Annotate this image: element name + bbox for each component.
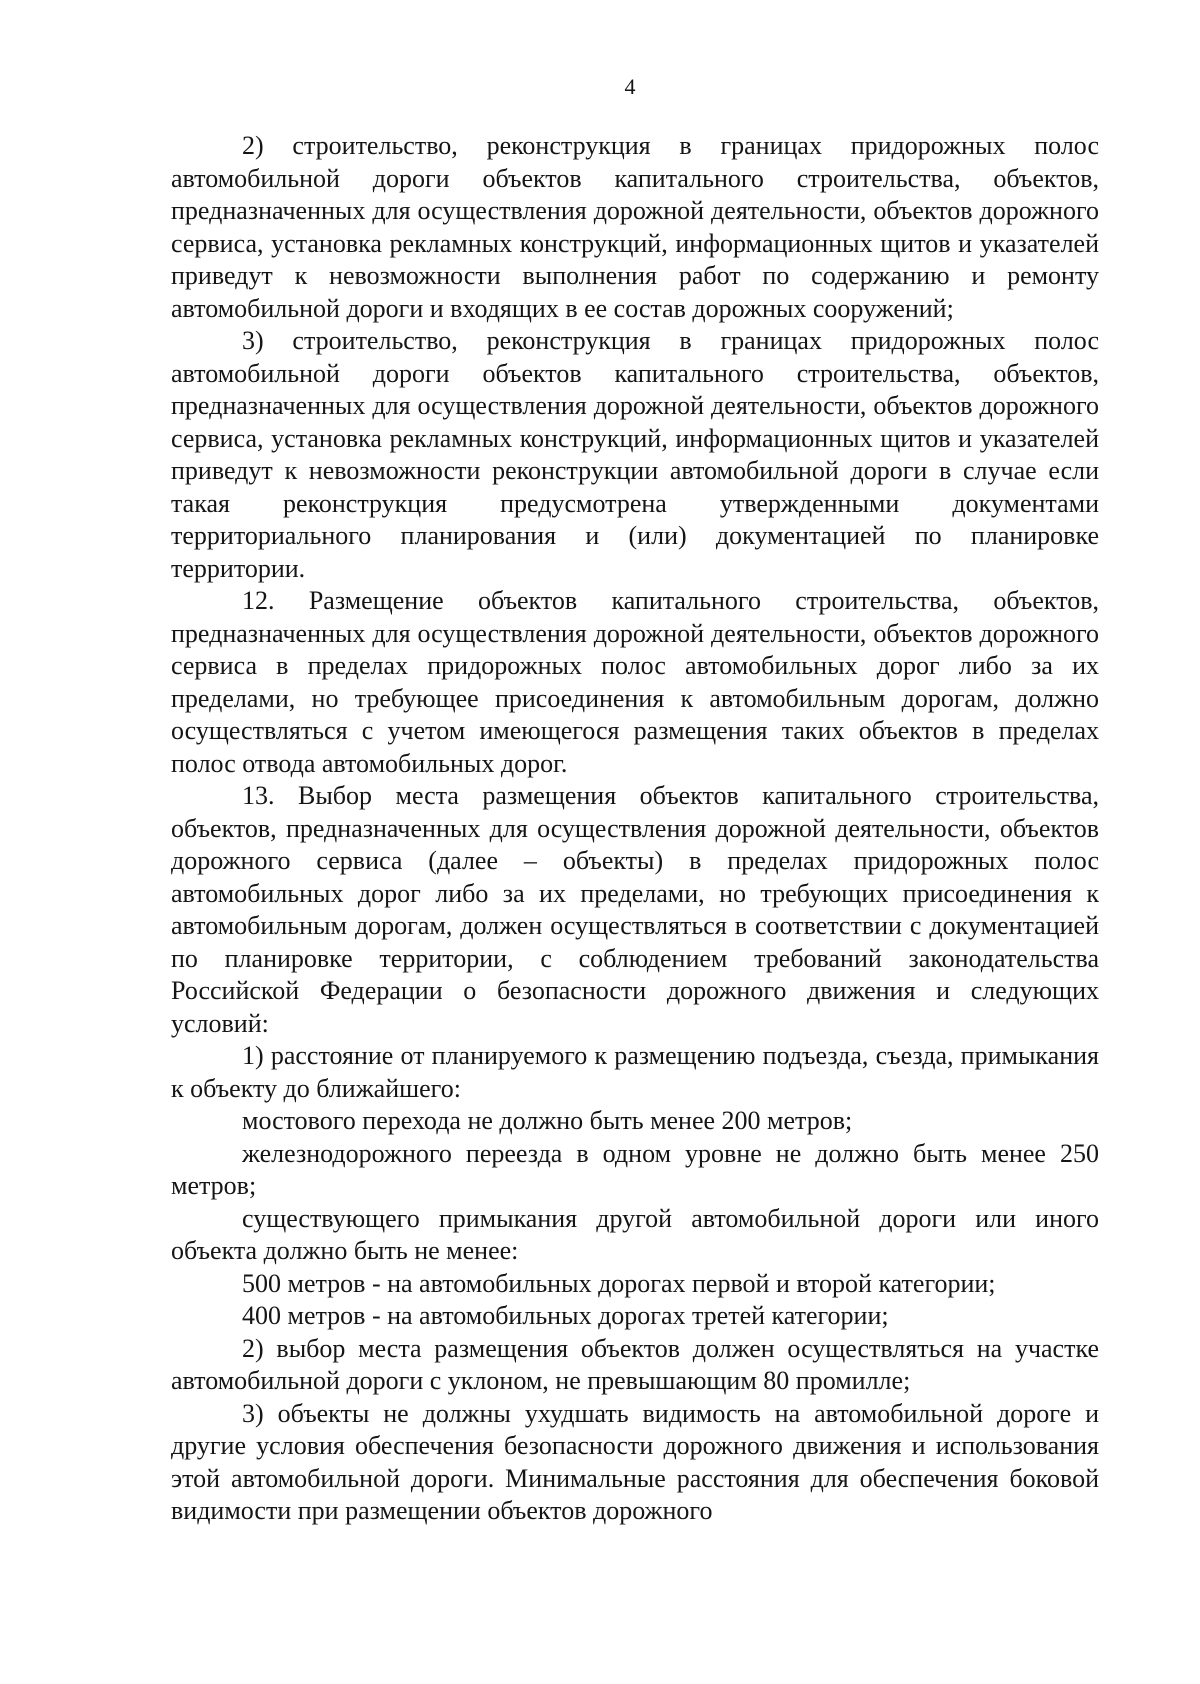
paragraph-item-3: 3) строительство, реконструкция в границах придорожных полос автомобильной дороги объектов капитального строительства, объектов, предназначенных для осуществления дорожной деятельности, объектов дорожного сервиса, установка рекламных конструкций, информационных щитов и указателей приведут к невозможности реконструкции автомобильной дороги в случае если такая реконструкция предусмотрена утвержденными документами территориального планирования и (или) документацией по планировке территории.: [171, 326, 1099, 583]
paragraph-item-2: 2) строительство, реконструкция в границах придорожных полос автомобильной дороги объектов капитального строительства, объектов, предназначенных для осуществления дорожной деятельности, объектов дорожного сервиса, установка рекламных конструкций, информационных щитов и указателей приведут к невозможности выполнения работ по содержанию и ремонту автомобильной дороги и входящих в ее состав дорожных сооружений;: [171, 131, 1099, 323]
paragraph-railway-distance: железнодорожного переезда в одном уровне не должно быть менее 250 метров;: [171, 1138, 1099, 1200]
paragraph-condition-2: 2) выбор места размещения объектов должен осуществляться на участке автомобильной дороги с уклоном, не превышающим 80 промилле;: [171, 1333, 1099, 1395]
paragraph-bridge-distance: мостового перехода не должно быть менее 200 метров;: [242, 1106, 853, 1135]
paragraph-clause-13: 13. Выбор места размещения объектов капитального строительства, объектов, предназначенных для осуществления дорожной деятельности, объектов дорожного сервиса (далее – объекты) в пределах придорожных полос автомобильных дорог либо за их пределами, но требующих присоединения к автомобильным дорогам, должен осуществляться в соответствии с документацией по планировке территории, с соблюдением требований законодательства Российской Федерации о безопасности дорожного движения и следующих условий:: [171, 781, 1099, 1038]
paragraph-distance-500: 500 метров - на автомобильных дорогах первой и второй категории;: [242, 1268, 996, 1298]
paragraph-clause-12: 12. Размещение объектов капитального строительства, объектов, предназначенных для осуществления дорожной деятельности, объектов дорожного сервиса в пределах придорожных полос автомобильных дорог либо за их пределами, но требующее присоединения к автомобильным дорогам, должно осуществляться с учетом имеющегося размещения таких объектов в пределах полос отвода автомобильных дорог.: [171, 586, 1099, 778]
paragraph-junction-distance: существующего примыкания другой автомобильной дороги или иного объекта должно быть не менее:: [171, 1203, 1099, 1265]
paragraph-distance-400: 400 метров - на автомобильных дорогах третей категории;: [242, 1301, 889, 1330]
paragraph-condition-3: 3) объекты не должны ухудшать видимость на автомобильной дороге и другие условия обеспечения безопасности дорожного движения и использования этой автомобильной дороги. Минимальные расстояния для обеспечения боковой видимости при размещении объектов дорожного: [171, 1398, 1099, 1525]
paragraph-condition-1: 1) расстояние от планируемого к размещению подъезда, съезда, примыкания к объекту до ближайшего:: [171, 1041, 1099, 1103]
page-number: 4: [624, 74, 636, 99]
document-body: [171, 130, 1099, 1528]
